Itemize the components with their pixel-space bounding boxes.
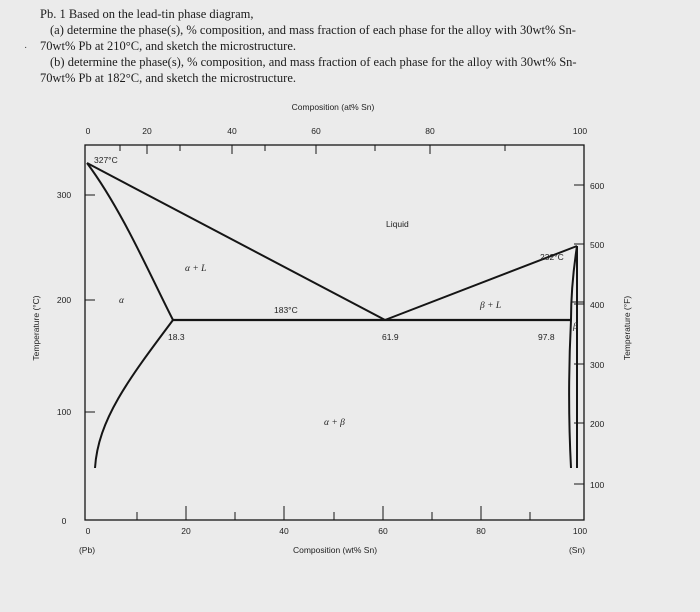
region-alpha-plus-liquid: α + L	[185, 264, 207, 274]
left-tick-label: 300	[56, 190, 72, 200]
left-ticks	[85, 195, 95, 412]
right-tick-label: 600	[590, 181, 605, 191]
pb-melting-point: 327°C	[94, 155, 118, 165]
top-tick-labels	[86, 126, 588, 136]
left-axis-title: Temperature (°C)	[31, 295, 41, 361]
bottom-tick-labels	[86, 526, 588, 536]
bottom-tick-label: 60	[378, 526, 388, 536]
stray-dot: ·	[24, 42, 28, 53]
bottom-tick-label: 0	[85, 526, 91, 536]
left-tick-label: 100	[56, 407, 72, 417]
left-tick-label: 200	[56, 295, 72, 305]
sn-melting-point: 232°C	[540, 252, 564, 262]
right-ticks	[574, 185, 584, 484]
problem-line-5: 70wt% Pb at 182°C, and sketch the microstructure.	[40, 71, 296, 85]
bottom-tick-label: 40	[279, 526, 289, 536]
pb-label: (Pb)	[78, 545, 96, 555]
bottom-ticks	[137, 506, 530, 520]
top-tick-label: 80	[425, 126, 435, 136]
bottom-tick-label: 100	[572, 526, 588, 536]
top-tick-label: 60	[311, 126, 321, 136]
beta-solvus	[569, 320, 571, 468]
right-tick-label: 300	[590, 360, 605, 370]
region-alpha: α	[119, 296, 124, 306]
problem-line-2: (a) determine the phase(s), % composition, and mass fraction of each phase for the alloy with 30wt% Sn-	[50, 23, 576, 37]
region-liquid: Liquid	[386, 219, 409, 229]
top-tick-label: 20	[142, 126, 152, 136]
top-tick-label: 40	[227, 126, 237, 136]
bottom-axis-title: Composition (wt% Sn)	[292, 545, 378, 555]
top-axis-title: Composition (at% Sn)	[291, 102, 375, 112]
left-tick-labels	[57, 190, 71, 526]
region-alpha-plus-beta: α + β	[324, 418, 345, 428]
alpha-composition: 18.3	[168, 332, 185, 342]
eutectic-temperature: 183°C	[274, 305, 298, 315]
top-tick-label: 100	[572, 126, 588, 136]
right-tick-labels	[590, 181, 604, 490]
alpha-solvus	[95, 320, 173, 468]
region-beta-plus-liquid: β + L	[480, 301, 502, 311]
problem-line-1: Pb. 1 Based on the lead-tin phase diagram,	[40, 7, 254, 21]
right-tick-label: 200	[590, 419, 605, 429]
left-tick-label: 0	[61, 516, 67, 526]
top-ticks	[120, 145, 505, 154]
liquidus-pb-side	[87, 163, 385, 320]
problem-line-3: 70wt% Pb at 210°C, and sketch the microstructure.	[40, 39, 296, 53]
bottom-tick-label: 20	[181, 526, 191, 536]
right-tick-label: 100	[590, 480, 605, 490]
problem-line-4: (b) determine the phase(s), % composition, and mass fraction of each phase for the alloy with 30wt% Sn-	[50, 55, 577, 69]
top-tick-label: 0	[85, 126, 91, 136]
bottom-tick-label: 80	[476, 526, 486, 536]
right-axis-title: Temperature (°F)	[622, 295, 632, 361]
right-tick-label: 400	[590, 300, 605, 310]
eutectic-composition: 61.9	[382, 332, 399, 342]
sn-label: (Sn)	[568, 545, 586, 555]
beta-composition: 97.8	[538, 332, 555, 342]
region-beta: β	[573, 322, 578, 332]
right-tick-label: 500	[590, 240, 605, 250]
